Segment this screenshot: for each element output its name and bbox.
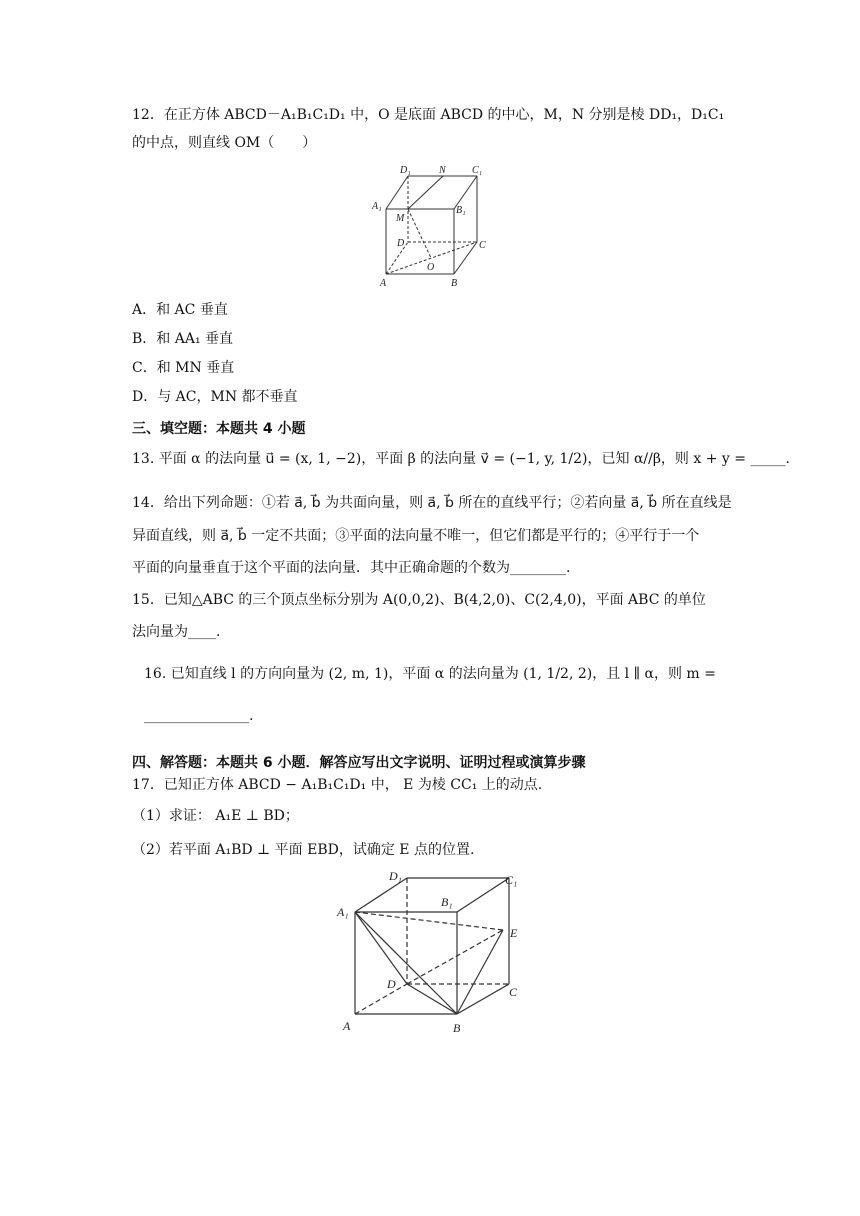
q17-part2: （2）若平面 A₁BD ⊥ 平面 EBD，试确定 E 点的位置. <box>132 842 475 858</box>
q14-line2: 异面直线，则 a⃗, b⃗ 一定不共面；③平面的法向量不唯一，但它们都是平行的；④平行于一个 <box>132 528 700 544</box>
q12-option-a: A．和 AC 垂直 <box>132 302 228 318</box>
q12-cube-figure <box>368 160 498 290</box>
q12-label-D: D <box>397 238 405 249</box>
q17-label-A: A <box>343 1019 351 1033</box>
q12-label-B1: B₁ <box>456 205 466 216</box>
q17-part1: （1）求证： A₁E ⊥ BD； <box>132 808 299 824</box>
q12-label-M: M <box>396 213 405 224</box>
q17-label-E: E <box>510 926 518 940</box>
q12-label-N: N <box>439 165 446 176</box>
q17-label-A1: A₁ <box>337 905 349 919</box>
q12-option-d: D．与 AC，MN 都不垂直 <box>132 389 298 405</box>
q17-label-D1: D₁ <box>389 869 402 883</box>
q17-cube-figure <box>335 862 535 1042</box>
q17-line1: 17．已知正方体 ABCD − A₁B₁C₁D₁ 中， E 为棱 CC₁ 上的动点. <box>132 777 543 793</box>
q17-label-D: D <box>387 977 396 991</box>
section4-heading: 四、解答题：本题共 6 小题．解答应写出文字说明、证明过程或演算步骤 <box>132 755 586 771</box>
q14-line1: 14．给出下列命题：①若 a⃗, b⃗ 为共面向量，则 a⃗, b⃗ 所在的直线平行；②若向量 a⃗, b⃗ 所在直线是 <box>132 495 732 511</box>
q12-option-c: C．和 MN 垂直 <box>132 360 235 376</box>
q12-label-O: O <box>427 262 435 273</box>
q16-line2: _______________. <box>144 708 254 724</box>
q12-label-A1: A₁ <box>372 201 382 212</box>
q17-label-B: B <box>453 1021 461 1035</box>
q15-line2: 法向量为____. <box>132 624 221 640</box>
section3-heading: 三、填空题：本题共 4 小题 <box>132 421 306 437</box>
q12-label-A: A <box>380 278 387 289</box>
q14-line3: 平面的向量垂直于这个平面的法向量．其中正确命题的个数为________. <box>132 560 571 576</box>
q12-line1: 12．在正方体 ABCD－A₁B₁C₁D₁ 中，O 是底面 ABCD 的中心，M，N 分别是棱 DD₁，D₁C₁ <box>132 107 725 123</box>
q12-label-D1: D₁ <box>400 165 411 176</box>
q17-label-C1: C₁ <box>505 873 518 887</box>
q16-line1: 16. 已知直线 l 的方向向量为 (2, m, 1)，平面 α 的法向量为 (1, 1/2, 2)，且 l ∥ α，则 m = <box>144 666 716 682</box>
q12-option-b: B．和 AA₁ 垂直 <box>132 331 234 347</box>
q12-line2: 的中点，则直线 OM（ ） <box>132 135 317 151</box>
q12-label-C: C <box>479 240 486 251</box>
q15-line1: 15．已知△ABC 的三个顶点坐标分别为 A(0,0,2)、B(4,2,0)、C(2,4,0)，平面 ABC 的单位 <box>132 592 706 608</box>
q17-label-B1: B₁ <box>441 895 453 909</box>
q12-label-B: B <box>451 278 458 289</box>
q13-text: 13. 平面 α 的法向量 u⃗ = (x, 1, −2)，平面 β 的法向量 v⃗ = (−1, y, 1/2)，已知 α//β，则 x + y = _____. <box>132 451 790 467</box>
q12-label-C1: C₁ <box>472 165 483 176</box>
q17-label-C: C <box>509 985 518 999</box>
